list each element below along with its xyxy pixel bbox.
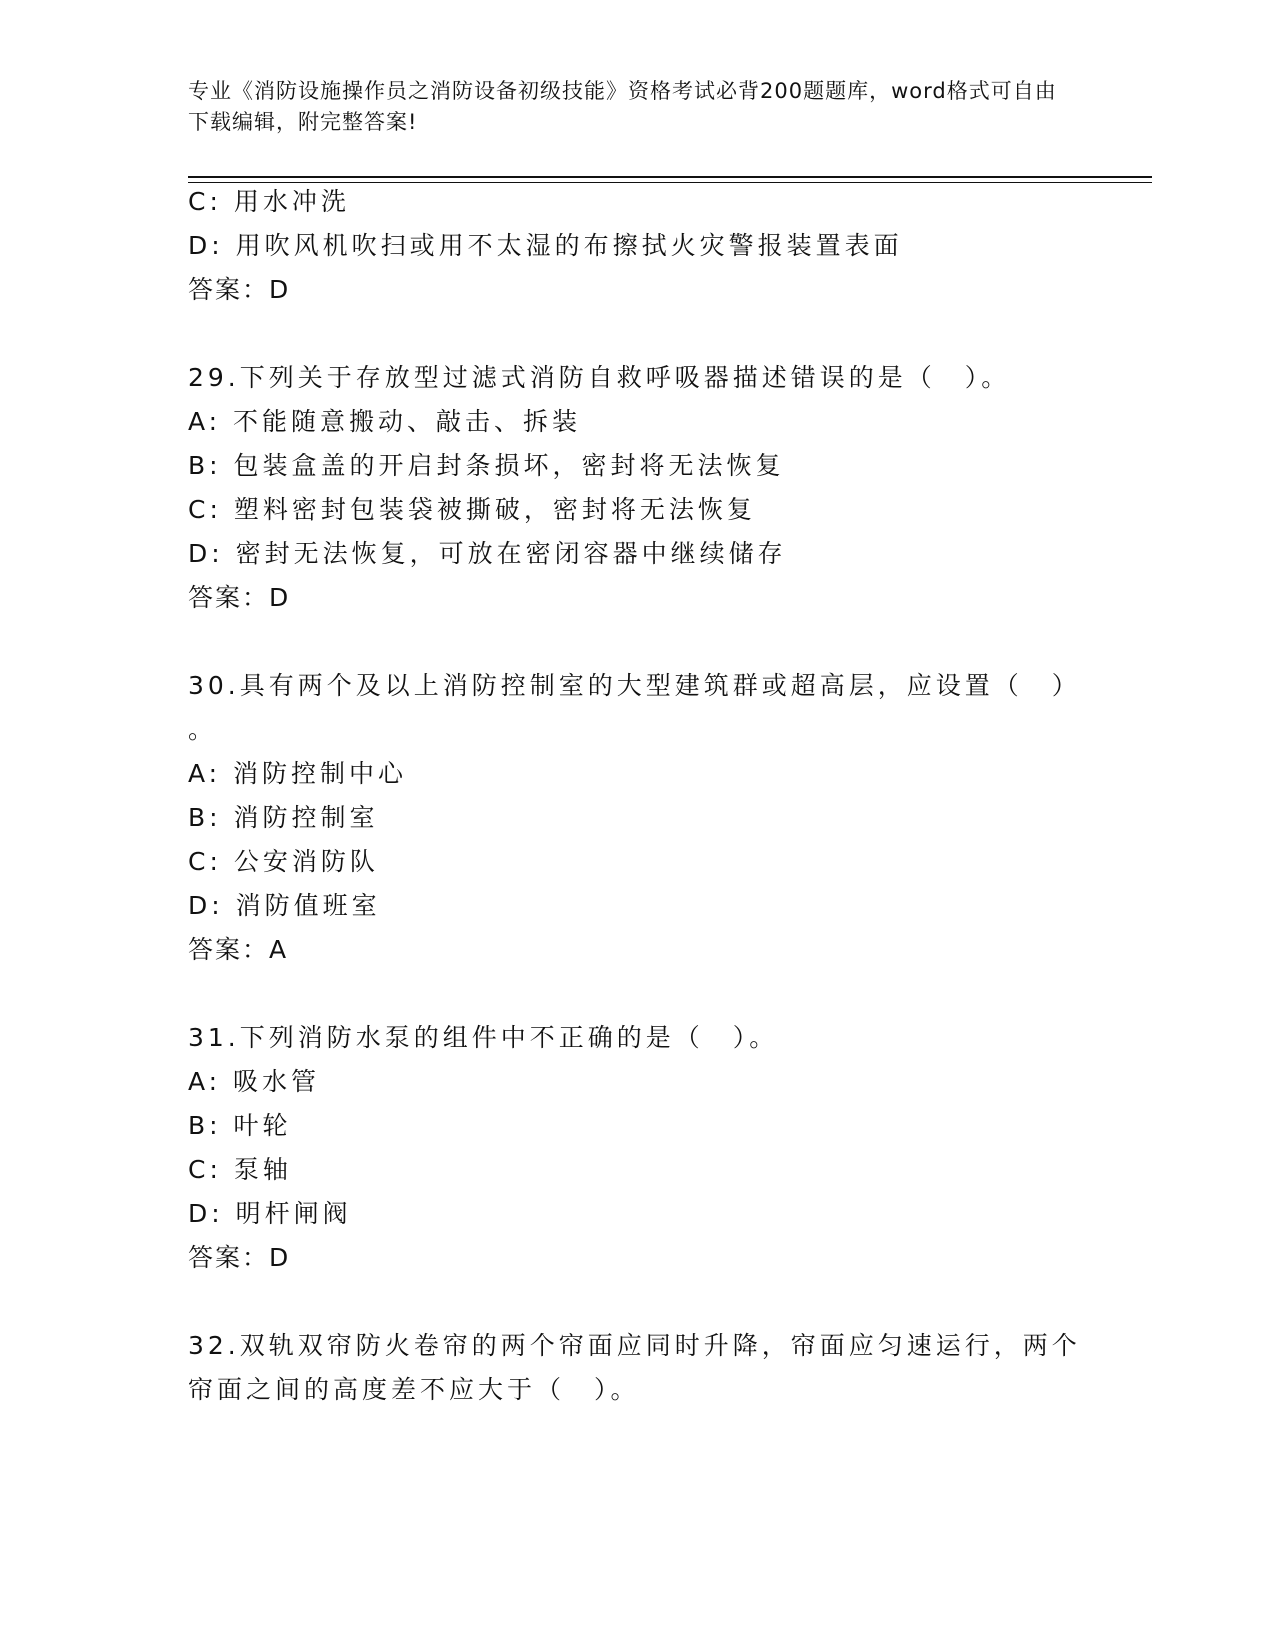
q30-option-d: D: 消防值班室 (188, 891, 381, 920)
header-divider-thick (188, 176, 1152, 178)
q31-answer: 答案：D (188, 1243, 291, 1272)
header-divider-thin (188, 182, 1152, 183)
q28-option-d: D: 用吹风机吹扫或用不太湿的布擦拭火灾警报装置表面 (188, 231, 903, 260)
q30-option-b: B: 消防控制室 (188, 803, 379, 832)
q28-answer: 答案：D (188, 275, 291, 304)
q29-option-a: A: 不能随意搬动、敲击、拆装 (188, 407, 582, 436)
q30-answer: 答案：A (188, 935, 289, 964)
q30-option-a: A: 消防控制中心 (188, 759, 408, 788)
q30-stem-line1: 30.具有两个及以上消防控制室的大型建筑群或超高层，应设置（ ） (188, 671, 1081, 700)
q29-option-b: B: 包装盒盖的开启封条损坏，密封将无法恢复 (188, 451, 785, 480)
q29-stem: 29.下列关于存放型过滤式消防自救呼吸器描述错误的是（ ）。 (188, 363, 1011, 392)
q30-stem-line2: 。 (188, 715, 218, 744)
document-header: 专业《消防设施操作员之消防设备初级技能》资格考试必背200题题库，word格式可自由下载编辑，附完整答案! (188, 79, 1057, 134)
q29-option-d: D: 密封无法恢复，可放在密闭容器中继续储存 (188, 539, 787, 568)
q29-option-c: C: 塑料密封包装袋被撕破，密封将无法恢复 (188, 495, 756, 524)
q28-option-c: C: 用水冲洗 (188, 187, 350, 216)
q29-answer: 答案：D (188, 583, 291, 612)
q31-option-b: B: 叶轮 (188, 1111, 292, 1140)
q31-option-c: C: 泵轴 (188, 1155, 292, 1184)
q31-option-a: A: 吸水管 (188, 1067, 321, 1096)
q30-option-c: C: 公安消防队 (188, 847, 379, 876)
q32-stem-line2: 帘面之间的高度差不应大于（ ）。 (188, 1375, 640, 1404)
q32-stem-line1: 32.双轨双帘防火卷帘的两个帘面应同时升降，帘面应匀速运行，两个 (188, 1331, 1081, 1360)
q31-stem: 31.下列消防水泵的组件中不正确的是（ ）。 (188, 1023, 779, 1052)
q31-option-d: D: 明杆闸阀 (188, 1199, 352, 1228)
